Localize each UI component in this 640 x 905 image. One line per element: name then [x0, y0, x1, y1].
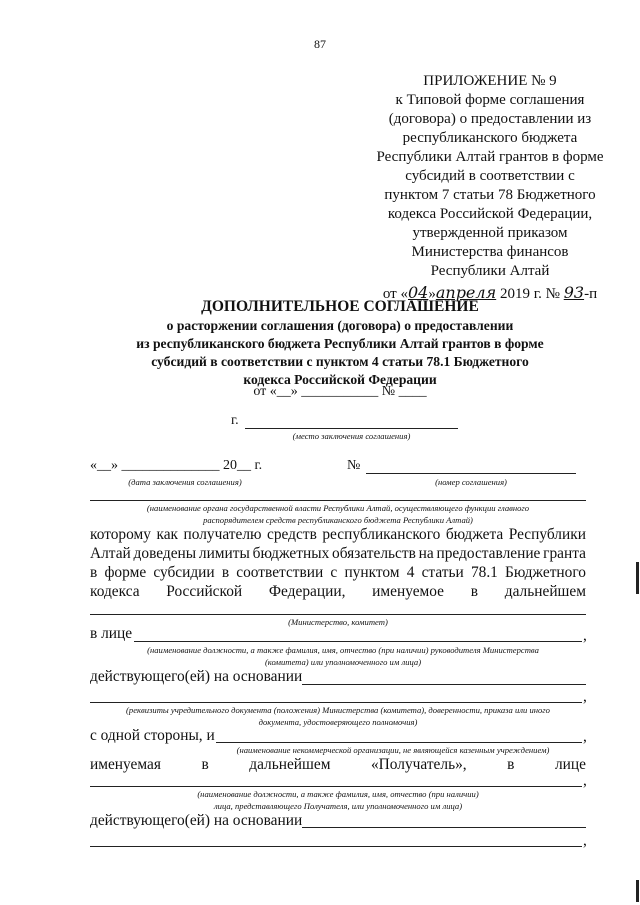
word: форме — [104, 564, 147, 581]
title-subline: о расторжении соглашения (договора) о предоставлении — [166, 318, 514, 333]
recipient-line — [90, 756, 586, 774]
side-label: с одной стороны, и — [90, 727, 215, 744]
word: предоставление — [436, 545, 541, 562]
appendix-line: республиканского бюджета — [402, 130, 578, 146]
word: лимиты — [198, 545, 250, 562]
word: в — [470, 583, 479, 600]
paragraph-line-1 — [90, 526, 586, 544]
word: кодекса — [90, 583, 140, 600]
recipient-person-field[interactable] — [90, 786, 582, 787]
recipient-hint: лица, представляющего Получателя, или уполномоченного им лица) — [213, 801, 463, 811]
order-month-handwritten: апреля — [435, 283, 497, 302]
word: Федерации, — [268, 583, 346, 600]
comma: , — [583, 688, 587, 705]
word: «Получатель», — [370, 756, 467, 773]
word: на — [418, 545, 434, 562]
appendix-line: к Типовой форме соглашения — [395, 92, 585, 108]
word: 78.1 — [470, 564, 498, 581]
basis-label: действующего(ей) на основании — [90, 668, 303, 685]
basis-hint: документа, удостоверяющего полномочия) — [258, 717, 418, 727]
agreement-date: «__» ______________ 20__ г. — [90, 458, 263, 473]
recipient-hint: (наименование должности, а также фамилия, имя, отчество (при наличии) — [197, 789, 479, 799]
organization-hint: (наименование некоммерческой организации, не являющейся казенным учреждением) — [236, 745, 550, 755]
appendix-line: Министерства финансов — [411, 244, 569, 260]
word: Российской — [166, 583, 243, 600]
number-prefix: № — [347, 458, 361, 473]
word: с — [330, 564, 338, 581]
person-hint: (комитета) или уполномоченного им лица) — [264, 657, 422, 667]
document-title: ДОПОЛНИТЕЛЬНОЕ СОГЛАШЕНИЕ — [201, 298, 479, 315]
order-day-handwritten: 04 — [407, 283, 429, 302]
word: республиканского — [322, 526, 441, 543]
word: лице — [554, 756, 586, 773]
word: доведены — [133, 545, 197, 562]
number-hint: (номер соглашения) — [435, 477, 507, 487]
basis-hint: (реквизиты учредительного документа (положения) Министерства (комитета), доверенности, приказа или иного — [126, 705, 550, 715]
person-hint: (наименование должности, а также фамилия, имя, отчество (при наличии) руководителя Министерства — [147, 645, 539, 655]
word: средств — [267, 526, 317, 543]
appendix-line: Республики Алтай — [430, 263, 550, 279]
word: дальнейшем — [249, 756, 331, 773]
word: в — [201, 756, 209, 773]
basis-field-2-continued[interactable] — [90, 846, 582, 847]
appendix-line: пунктом 7 статьи 78 Бюджетного — [384, 187, 596, 203]
title-subline: из республиканского бюджета Республики Алтай грантов в форме — [136, 336, 544, 351]
word: пунктом — [344, 564, 400, 581]
word: именуемая — [90, 756, 161, 773]
title-subline: субсидий в соответствии с пунктом 4 статьи 78.1 Бюджетного — [151, 354, 529, 369]
scan-edge-mark — [636, 880, 639, 902]
order-mid: » — [428, 286, 436, 302]
comma: , — [583, 772, 587, 789]
place-hint: (место заключения соглашения) — [292, 431, 411, 441]
comma: , — [583, 832, 587, 849]
comma: , — [583, 627, 587, 644]
person-label: в лице — [90, 625, 133, 642]
appendix-line: (договора) о предоставлении из — [388, 111, 592, 127]
appendix-line: Республики Алтай грантов в форме — [376, 149, 604, 165]
order-year: 2019 г. № — [496, 286, 564, 302]
word: в — [221, 564, 230, 581]
place-field[interactable] — [245, 428, 458, 429]
appendix-line: кодекса Российской Федерации, — [387, 206, 593, 222]
authority-hint: распорядителем средств республиканского бюджета Республики Алтай) — [203, 515, 473, 525]
word: в — [507, 756, 515, 773]
word: Республики — [508, 526, 586, 543]
paragraph-line-2 — [90, 545, 586, 563]
person-field[interactable] — [134, 641, 582, 642]
appendix-line: субсидий в соответствии с — [405, 168, 575, 184]
authority-hint: (наименование органа государственной власти Республики Алтай, осуществляющего функции главного — [146, 503, 530, 513]
ministry-hint: (Министерство, комитет) — [288, 617, 388, 627]
organization-field[interactable] — [216, 742, 582, 743]
word: именуемое — [372, 583, 444, 600]
word: статьи — [421, 564, 464, 581]
word: Алтай — [90, 545, 131, 562]
agreement-date-number: от «__» ___________ № ____ — [253, 384, 427, 399]
appendix-heading: ПРИЛОЖЕНИЕ № 9 — [423, 73, 557, 89]
paragraph-line-3 — [90, 564, 586, 582]
word: получателю — [183, 526, 262, 543]
title-subline: кодекса Российской Федерации — [243, 372, 437, 387]
order-prefix: от « — [382, 286, 408, 302]
scan-edge-mark — [636, 562, 639, 594]
basis-label-2: действующего(ей) на основании — [90, 812, 303, 829]
word: в — [90, 564, 98, 581]
word: дальнейшем — [504, 583, 586, 600]
ministry-field[interactable] — [90, 614, 586, 615]
order-suffix: -п — [584, 286, 598, 302]
page-number: 87 — [314, 37, 326, 51]
paragraph-line-4 — [90, 583, 586, 601]
comma: , — [583, 728, 587, 745]
basis-field[interactable] — [302, 684, 586, 685]
word: как — [156, 526, 179, 543]
authority-field[interactable] — [90, 500, 586, 501]
word: соответствии — [236, 564, 324, 581]
word: Бюджетного — [505, 564, 586, 581]
appendix-line: утвержденной приказом — [412, 225, 568, 241]
word: 4 — [406, 564, 415, 581]
number-field[interactable] — [366, 473, 576, 474]
place-prefix: г. — [231, 413, 239, 428]
basis-field-2[interactable] — [302, 827, 586, 828]
word: субсидии — [153, 564, 215, 581]
date-hint: (дата заключения соглашения) — [128, 477, 242, 487]
word: бюджетных — [252, 545, 330, 562]
word: обязательств — [332, 545, 416, 562]
word: которому — [90, 526, 151, 543]
word: бюджета — [445, 526, 504, 543]
order-number-handwritten: 93 — [563, 283, 585, 302]
basis-field-continued[interactable] — [90, 702, 582, 703]
word: гранта — [543, 545, 586, 562]
